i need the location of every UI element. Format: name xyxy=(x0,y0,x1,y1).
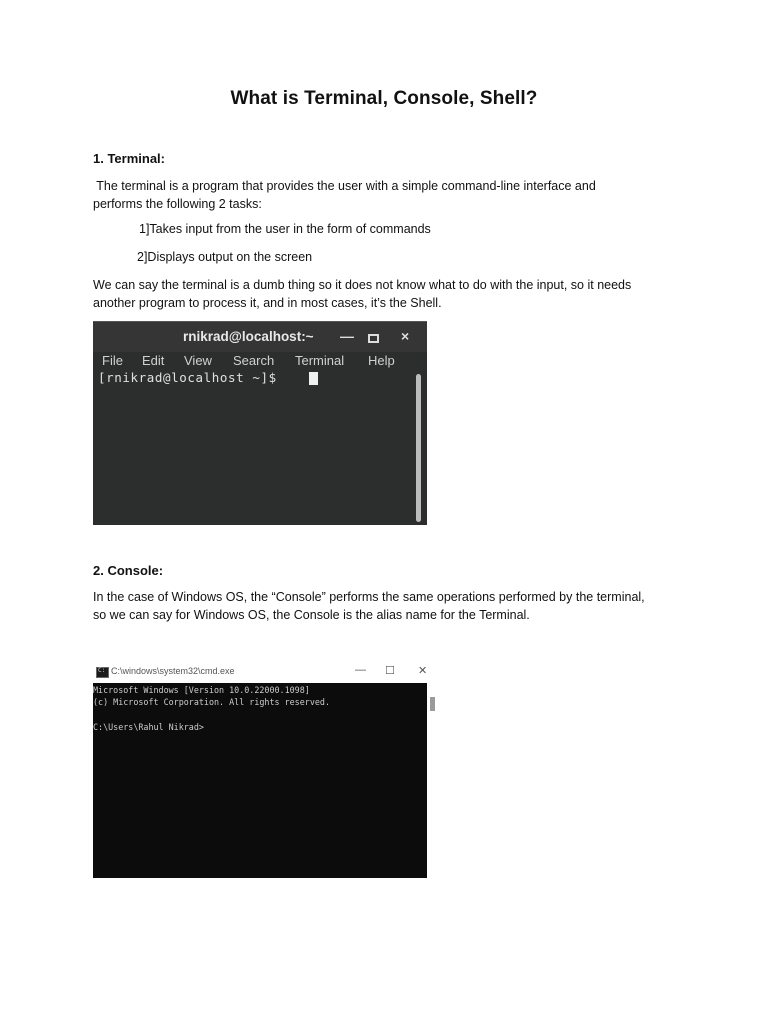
menu-terminal: Terminal xyxy=(295,353,345,368)
terminal-intro-line-2: performs the following 2 tasks: xyxy=(93,197,262,211)
section-heading-console: 2. Console: xyxy=(93,563,164,578)
menu-help: Help xyxy=(368,353,395,368)
menu-view: View xyxy=(184,353,212,368)
console-paragraph-line-2: so we can say for Windows OS, the Console is the alias name for the Terminal. xyxy=(93,608,530,622)
section-heading-terminal: 1. Terminal: xyxy=(93,151,166,166)
maximize-icon xyxy=(368,334,379,343)
close-icon: × xyxy=(401,328,410,344)
terminal-intro-line-1: The terminal is a program that provides the user with a simple command-line interface and xyxy=(93,179,596,193)
minimize-icon: — xyxy=(355,664,366,676)
menu-edit: Edit xyxy=(142,353,165,368)
console-paragraph-line-1: In the case of Windows OS, the “Console” performs the same operations performed by the terminal, xyxy=(93,590,645,604)
cmd-titlebar xyxy=(93,661,437,683)
page-title: What is Terminal, Console, Shell? xyxy=(230,88,538,109)
terminal-screenshot xyxy=(93,321,427,525)
maximize-icon: ☐ xyxy=(385,665,395,677)
terminal-paragraph-line-2: another program to process it, and in most cases, it’s the Shell. xyxy=(93,296,442,310)
terminal-menubar xyxy=(93,352,427,370)
cmd-screenshot xyxy=(93,661,437,878)
cmd-output-line-1: Microsoft Windows [Version 10.0.22000.1098] xyxy=(93,685,310,695)
terminal-scrollbar xyxy=(416,374,421,522)
terminal-prompt: [rnikrad@localhost ~]$ xyxy=(98,370,277,385)
terminal-cursor xyxy=(309,372,318,385)
menu-search: Search xyxy=(233,353,275,368)
terminal-titlebar xyxy=(93,322,427,352)
terminal-paragraph-line-1: We can say the terminal is a dumb thing so it does not know what to do with the input, so it needs xyxy=(93,278,632,292)
minimize-icon: — xyxy=(340,328,354,344)
cmd-title: C:\windows\system32\cmd.exe xyxy=(111,666,235,676)
cmd-scrollbar xyxy=(427,683,437,878)
task-item-2: 2]Displays output on the screen xyxy=(137,250,313,264)
cmd-output-line-2: (c) Microsoft Corporation. All rights reserved. xyxy=(93,697,330,707)
terminal-body xyxy=(93,370,427,525)
cmd-app-icon xyxy=(96,667,109,678)
menu-file: File xyxy=(102,353,123,368)
cmd-prompt: C:\Users\Rahul Nikrad> xyxy=(93,722,204,732)
cmd-scrollbar-thumb xyxy=(430,697,435,711)
terminal-title: rnikrad@localhost:~ xyxy=(183,329,314,344)
task-item-1: 1]Takes input from the user in the form of commands xyxy=(139,222,431,236)
close-icon: ✕ xyxy=(418,665,428,677)
